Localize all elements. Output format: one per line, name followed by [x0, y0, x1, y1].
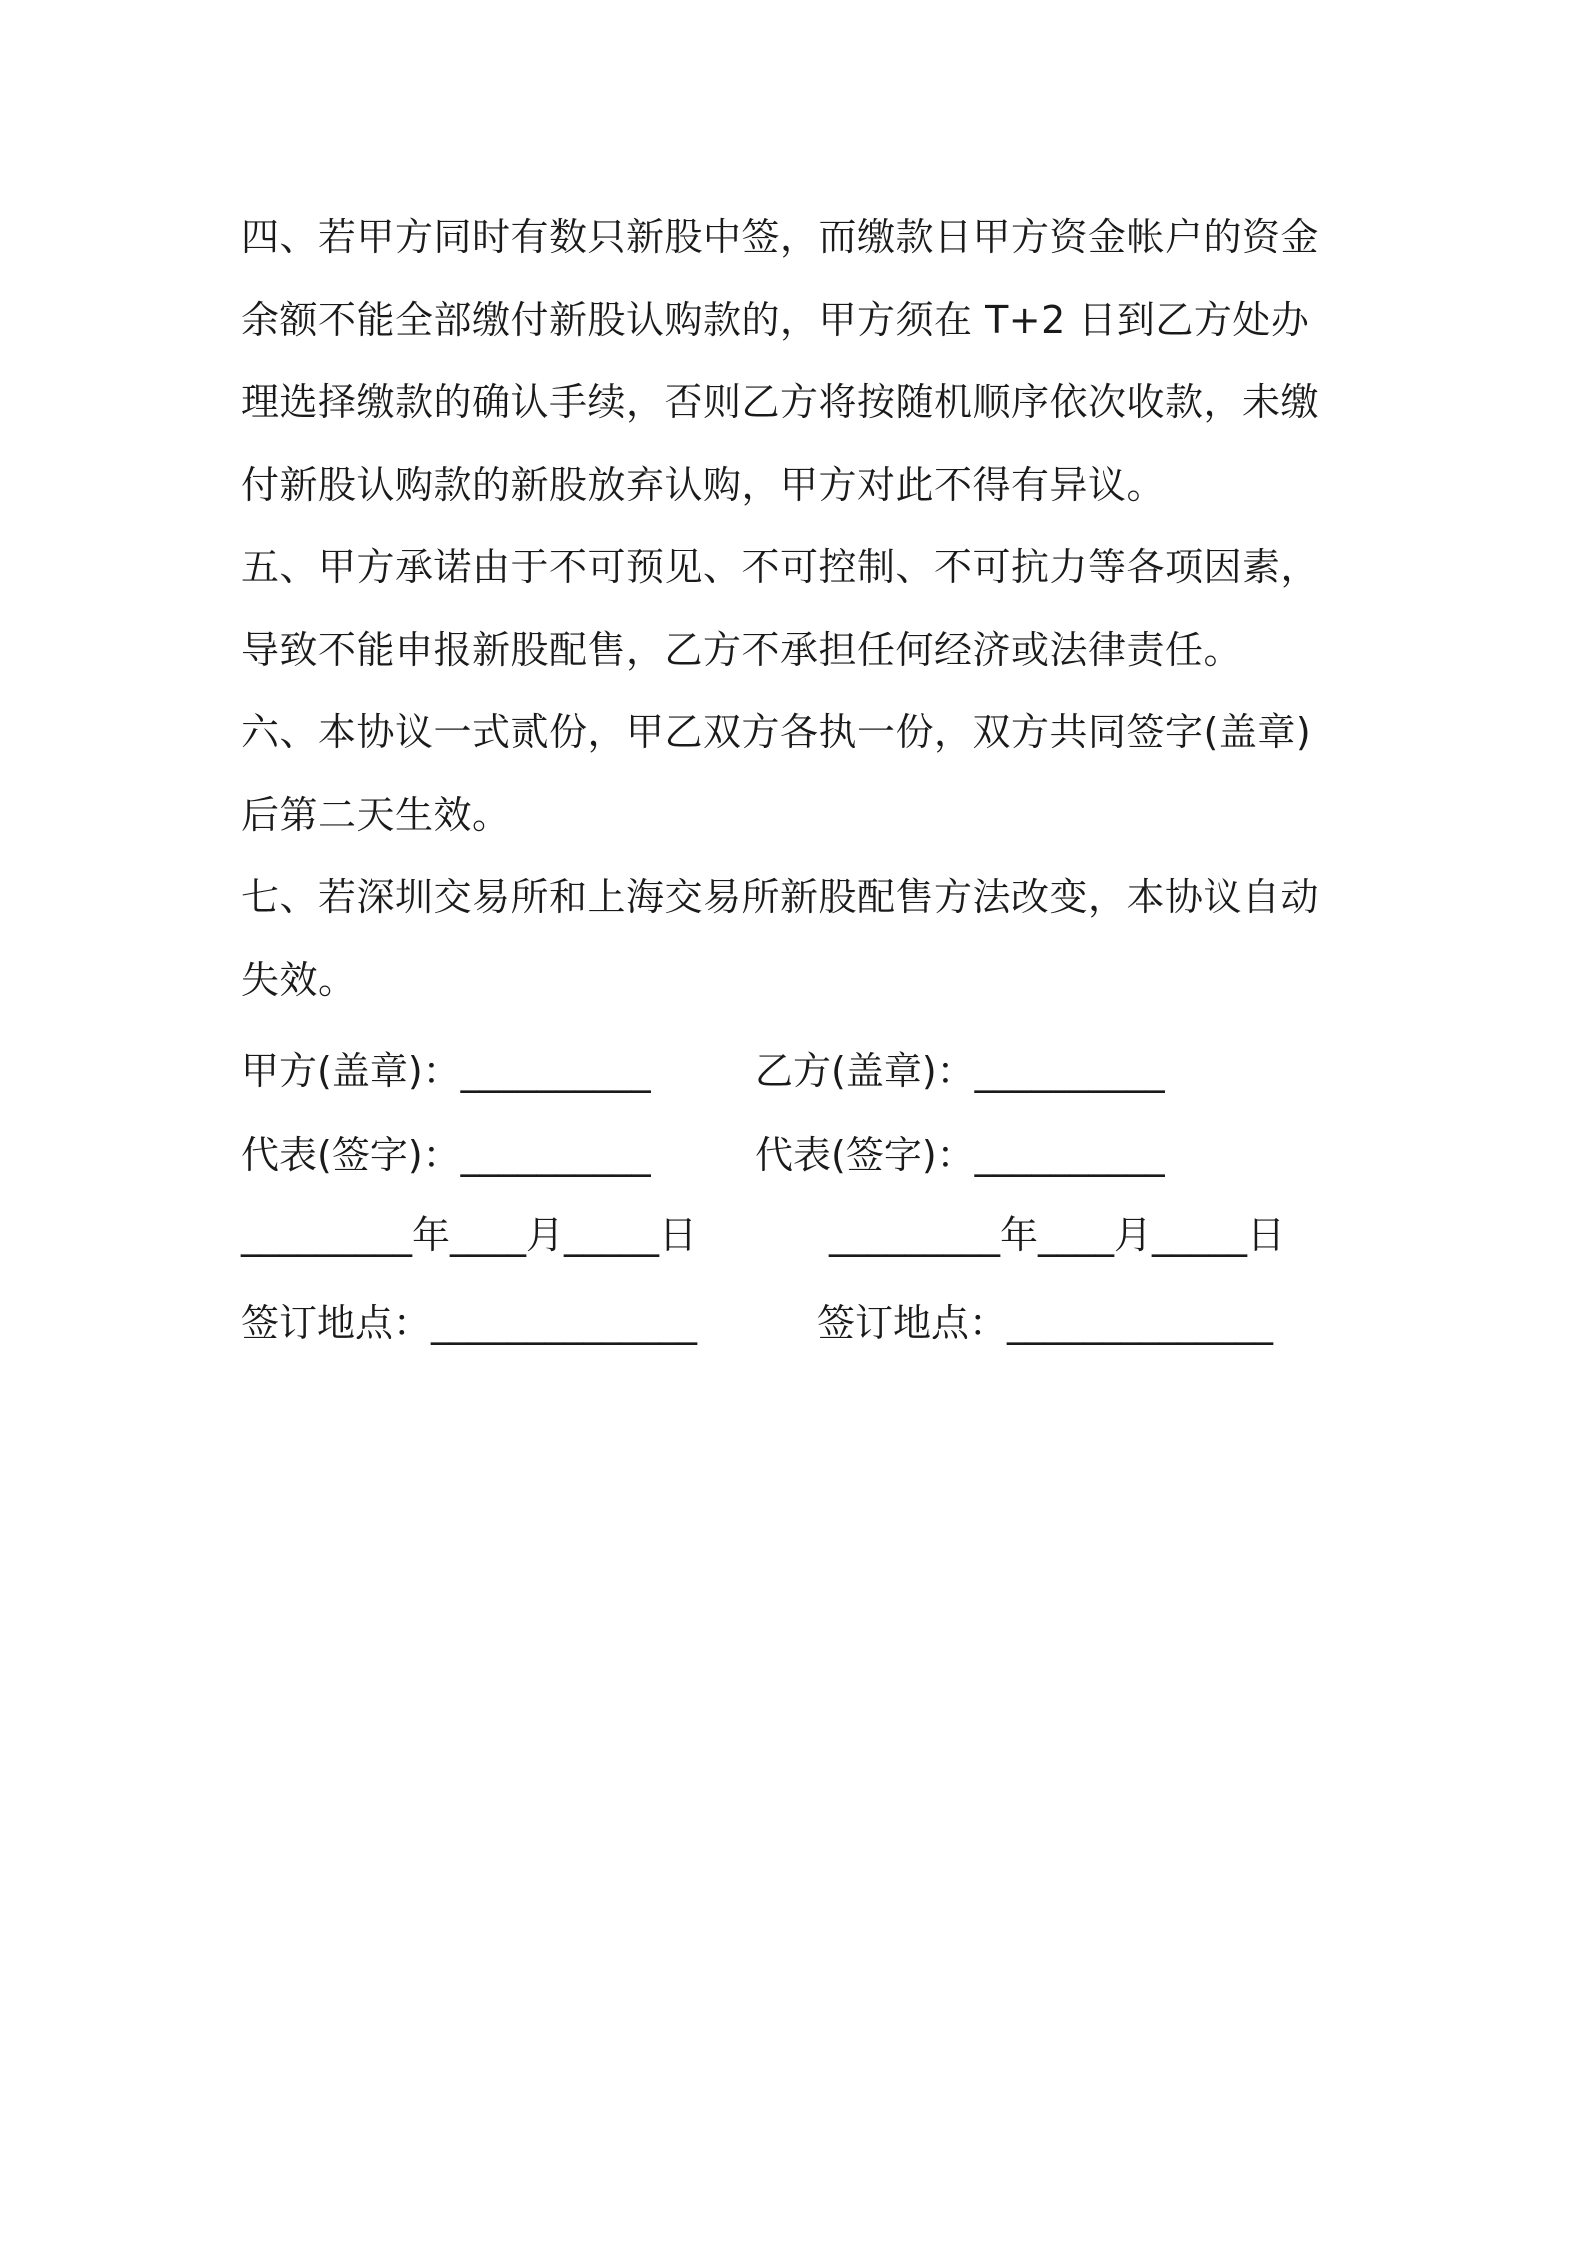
party-b-seal-field: 乙方(盖章)：__________: [755, 1049, 1165, 1093]
signature-place-row: [241, 1282, 1441, 1364]
clause-4-line-3: 理选择缴款的确认手续，否则乙方将按随机顺序依次收款，未缴: [241, 380, 1320, 424]
party-b-place-field: 签订地点：______________: [817, 1301, 1274, 1345]
signature-date-row: [241, 1194, 1441, 1276]
clause-6-line-1: 六、本协议一式贰份，甲乙双方各执一份，双方共同签字(盖章): [241, 710, 1312, 754]
party-a-date-field: _________年____月_____日: [241, 1213, 698, 1257]
agreement-clauses: [241, 196, 1353, 1021]
clause-7-line-2: 失效。: [241, 957, 357, 1002]
party-b-rep-field: 代表(签字)：__________: [755, 1133, 1165, 1177]
clause-4-line-1: 四、若甲方同时有数只新股中签，而缴款日甲方资金帐户的资金: [241, 215, 1320, 259]
clause-5-line-1: 五、甲方承诺由于不可预见、不可控制、不可抗力等各项因素，: [241, 545, 1320, 589]
party-b-date-field: _________年____月_____日: [829, 1213, 1286, 1257]
clause-4-line-2: 余额不能全部缴付新股认购款的，甲方须在 T+2 日到乙方处办: [241, 297, 1310, 342]
signature-rep-row: [241, 1114, 1441, 1196]
clause-6-line-2: 后第二天生效。: [241, 792, 511, 837]
party-a-seal-field: 甲方(盖章)：__________: [241, 1049, 651, 1093]
clause-7-line-1: 七、若深圳交易所和上海交易所新股配售方法改变，本协议自动: [241, 875, 1320, 919]
party-a-place-field: 签订地点：______________: [241, 1301, 698, 1345]
clause-4-line-4: 付新股认购款的新股放弃认购，甲方对此不得有异议。: [241, 462, 1166, 507]
clause-5-line-2: 导致不能申报新股配售，乙方不承担任何经济或法律责任。: [241, 627, 1243, 672]
party-a-rep-field: 代表(签字)：__________: [241, 1133, 651, 1177]
signature-seal-row: [241, 1030, 1441, 1112]
